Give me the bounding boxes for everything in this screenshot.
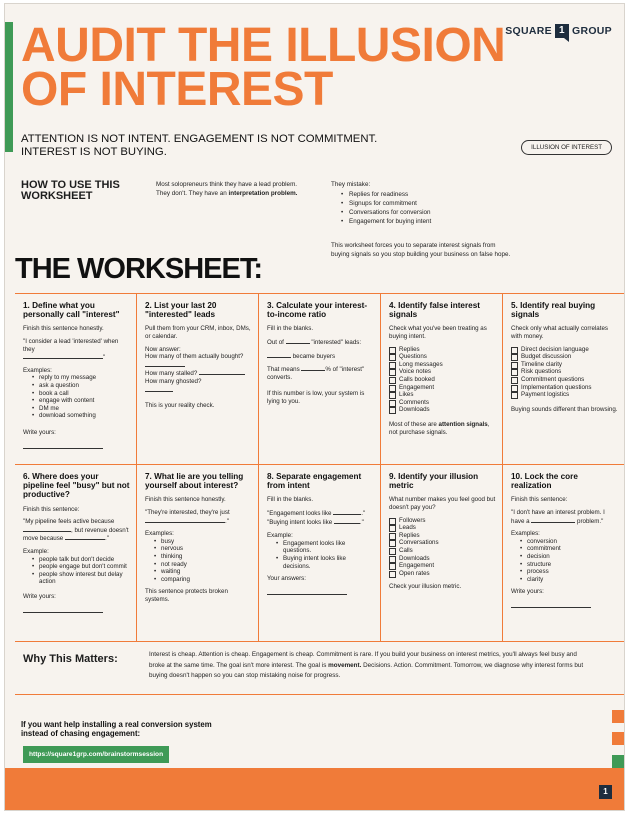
answer-blank[interactable] — [145, 386, 173, 392]
forces-paragraph: This worksheet forces you to separate interest signals from buying signals so you stop building your business on false hope. — [331, 242, 511, 258]
cell-interest-ratio: 3. Calculate your interest-to-income ratio Fill in the blanks. Out of "interested" leads: became buyers That means % of "interest" converts. If this number is low, your system is lying to you. — [259, 294, 381, 464]
decorative-square — [612, 710, 624, 723]
checkbox-item[interactable]: Long messages — [389, 361, 496, 369]
list-item: • ask a question — [23, 382, 130, 390]
answer-blank[interactable] — [333, 509, 361, 515]
worksheet-page — [4, 3, 625, 811]
answer-blank[interactable] — [199, 369, 245, 375]
cell-false-signals: 4. Identify false interest signals Check what you've been treating as buying intent. Replies Questions Long messages Voice notes Calls booked Engagement Likes Comments Downloads Most of these are attention signals, not purchase signals. — [381, 294, 503, 464]
checkbox-item[interactable]: Engagement — [389, 384, 496, 392]
list-item: • Replies for readiness — [331, 190, 511, 199]
list-item: • engage with content — [23, 397, 130, 405]
list-item: • commitment — [511, 545, 619, 553]
answer-blank[interactable] — [286, 338, 310, 344]
answer-blank[interactable] — [23, 353, 103, 359]
checkbox-item[interactable]: Calls — [389, 547, 496, 555]
answer-blank[interactable] — [145, 517, 225, 523]
cell-busy-pipeline: 6. Where does your pipeline feel "busy" but not productive? Finish this sentence: "My pipeline feels active because , but revenue doesn't move because ." Example: • people talk but don't decide • people engage but don't commit • people show interest but delay action Write yours: — [15, 465, 137, 641]
list-item: • DM me — [23, 405, 130, 413]
list-item: • structure — [511, 561, 619, 569]
checkbox-item[interactable]: Voice notes — [389, 368, 496, 376]
list-item: • nervous — [145, 545, 252, 553]
answer-blank[interactable] — [511, 602, 591, 608]
checkbox-item[interactable]: Commitment questions — [511, 376, 619, 384]
why-text: Interest is cheap. Attention is cheap. Engagement is cheap. Commitment is rare. If you build your business on interest metrics, you'll always feel busy and broke at the same time. The goal isn't more interest. The goal is movement. Decisions. Action. Commitment. Tomorrow, we diagnose why interest forms but buying doesn't happen so you can stop mistaking noise for progress. — [149, 651, 584, 679]
decorative-square — [612, 732, 624, 745]
footer-band — [5, 768, 624, 810]
cell-core-realization: 10. Lock the core realization Finish this sentence: "I don't have an interest problem. I have a problem." Examples: • conversion • commitment • decision • structure • process • clarity Write yours: — [503, 465, 625, 641]
checkbox-item[interactable]: Followers — [389, 517, 496, 525]
list-item: • Engagement for buying intent — [331, 217, 511, 226]
cell-define-interest: 1. Define what you personally call "interest" Finish this sentence honestly. "I consider a lead 'interested' when they " Examples: • reply to my message • ask a question • book a call • engage with content • DM me • download something Write yours: — [15, 294, 137, 464]
list-item: • waiting — [145, 568, 252, 576]
answer-blank[interactable] — [145, 361, 185, 367]
answer-blank[interactable] — [267, 352, 291, 358]
logo-square-icon: 1 — [555, 24, 569, 38]
cell-lie-about-interest: 7. What lie are you telling yourself about interest? Finish this sentence honestly. "They're interested, they're just ." Examples: • busy • nervous • thinking • not ready • waiting • comparing This sentence protects broken systems. — [137, 465, 259, 641]
list-item: • reply to my message — [23, 374, 130, 382]
list-item: • comparing — [145, 576, 252, 584]
checkbox-item[interactable]: Leads — [389, 524, 496, 532]
worksheet-heading: THE WORKSHEET: — [15, 253, 262, 285]
square1-logo: SQUARE 1 GROUP — [505, 25, 612, 37]
answer-blank[interactable] — [23, 607, 103, 613]
page-title: AUDIT THE ILLUSION OF INTEREST — [21, 19, 506, 116]
list-item: • people show interest but delay action — [23, 571, 130, 586]
list-item: • Buying intent looks like decisions. — [267, 555, 374, 570]
why-this-matters — [15, 641, 625, 695]
list-item: • thinking — [145, 553, 252, 561]
checkbox-item[interactable]: Open rates — [389, 570, 496, 578]
list-item: • Engagement looks like questions. — [267, 540, 374, 555]
answer-blank[interactable] — [23, 443, 103, 449]
why-label: Why This Matters: — [23, 653, 118, 665]
list-item: • busy — [145, 538, 252, 546]
checkbox-item[interactable]: Downloads — [389, 555, 496, 563]
list-item: • people talk but don't decide — [23, 556, 130, 564]
list-item: • people engage but don't commit — [23, 563, 130, 571]
checkbox-item[interactable]: Risk questions — [511, 368, 619, 376]
checkbox-item[interactable]: Direct decision language — [511, 346, 619, 354]
list-item: • book a call — [23, 390, 130, 398]
checkbox-item[interactable]: Downloads — [389, 406, 496, 414]
list-item: • process — [511, 568, 619, 576]
cell-list-leads: 2. List your last 20 "interested" leads Pull them from your CRM, inbox, DMs, or calendar. Now answer: How many of them actually bought? How many stalled? How many ghosted? This is your reality check. — [137, 294, 259, 464]
worksheet-row — [15, 294, 625, 465]
answer-blank[interactable] — [65, 534, 105, 540]
checkbox-item[interactable]: Replies — [389, 532, 496, 540]
list-item: • Signups for commitment — [331, 199, 511, 208]
howto-heading: HOW TO USE THIS WORKSHEET — [21, 179, 120, 202]
checkbox-item[interactable]: Engagement — [389, 562, 496, 570]
checkbox-item[interactable]: Likes — [389, 391, 496, 399]
list-item: • decision — [511, 553, 619, 561]
cell-real-signals: 5. Identify real buying signals Check only what actually correlates with money. Direct decision language Budget discussion Timeline clarity Risk questions Commitment questions Implementation questions Payment logistics Buying sounds different than browsing. — [511, 301, 618, 413]
cell-illusion-metric: 9. Identify your illusion metric What number makes you feel good but doesn't pay you? Followers Leads Replies Conversations Calls Downloads Engagement Open rates Check your illusion metric. — [381, 465, 503, 641]
mistakes-block: They mistake: • Replies for readiness • Signups for commitment • Conversations for conversion • Engagement for buying intent — [331, 180, 511, 226]
answer-blank[interactable] — [267, 589, 347, 595]
checkbox-item[interactable]: Budget discussion — [511, 353, 619, 361]
illusion-badge: ILLUSION OF INTEREST — [521, 140, 612, 155]
checkbox-item[interactable]: Conversations — [389, 539, 496, 547]
answer-blank[interactable] — [23, 526, 71, 532]
list-item: • not ready — [145, 561, 252, 569]
list-item: • clarity — [511, 576, 619, 584]
worksheet-row — [15, 465, 625, 642]
intro-paragraph: Most solopreneurs think they have a lead problem. They don't. They have an interpretation problem. — [156, 181, 298, 197]
checkbox-item[interactable]: Questions — [389, 353, 496, 361]
checkbox-item[interactable]: Implementation questions — [511, 384, 619, 392]
mistakes-list — [331, 190, 511, 226]
green-accent-bar — [5, 22, 13, 152]
list-item: • download something — [23, 412, 130, 420]
list-item: • Conversations for conversion — [331, 208, 511, 217]
answer-blank[interactable] — [531, 517, 575, 523]
checkbox-item[interactable]: Timeline clarity — [511, 361, 619, 369]
cell-engagement-vs-intent: 8. Separate engagement from intent Fill in the blanks. "Engagement looks like ." "Buying intent looks like ." Example: • Engagement looks like questions. • Buying intent looks like decisions. Your answers: — [259, 465, 381, 641]
checkbox-item[interactable]: Calls booked — [389, 376, 496, 384]
cta-text: If you want help installing a real conversion system instead of chasing engagement: — [21, 720, 212, 738]
list-item: • conversion — [511, 538, 619, 546]
checkbox-item[interactable]: Comments — [389, 399, 496, 407]
brainstorm-session-link[interactable]: https://square1grp.com/brainstormsession — [23, 746, 169, 763]
answer-blank[interactable] — [334, 518, 360, 524]
square1-logo-icon: 1 — [599, 785, 612, 799]
checkbox-item[interactable]: Payment logistics — [511, 391, 619, 399]
decorative-square — [612, 755, 624, 768]
subtitle: ATTENTION IS NOT INTENT. ENGAGEMENT IS NOT COMMITMENT. INTEREST IS NOT BUYING. — [21, 133, 378, 158]
checkbox-item[interactable]: Replies — [389, 346, 496, 354]
worksheet-grid — [15, 293, 625, 642]
answer-blank[interactable] — [301, 365, 325, 371]
